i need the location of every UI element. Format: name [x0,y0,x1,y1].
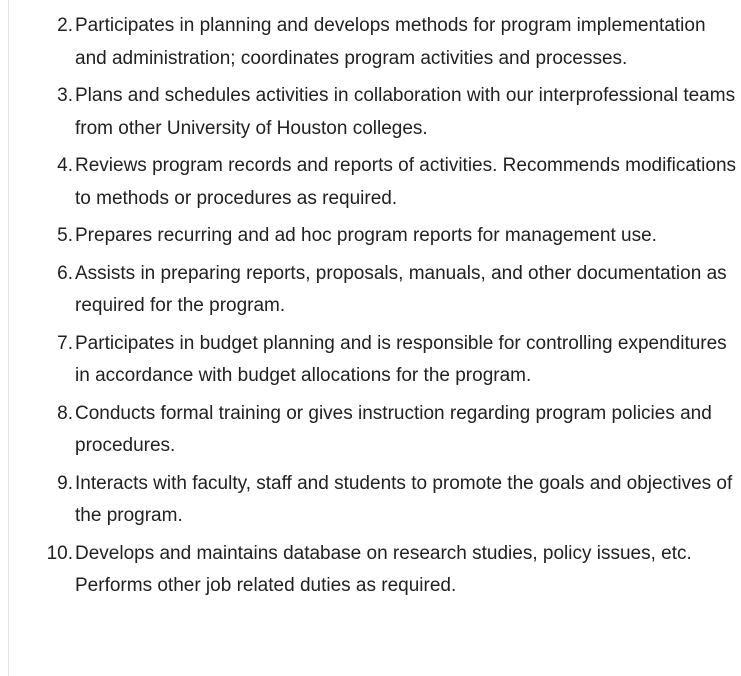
list-item-number: 8. [57,402,73,424]
duties-list [0,10,741,608]
list-item-number: 5. [57,225,73,246]
list-item-number: 6. [57,262,73,284]
list-item [57,258,741,323]
list-item-number: 10. [46,542,73,564]
list-item-text: Assists in preparing reports, proposals, manuals, and other documentation as required for the program. [75,262,727,316]
list-item-text: Participates in budget planning and is responsible for controlling expenditures in accordance with budget allocations for the program. [75,332,727,386]
list-item [57,328,741,393]
list-item [57,10,741,75]
list-item-number: 3. [57,85,73,106]
list-item-text: Participates in planning and develops methods for program implementation and administration; coordinates program activities and processes. [75,15,706,69]
list-item-number: 2. [57,15,73,36]
list-item [57,150,741,215]
list-item [57,80,741,145]
list-item-text: Interacts with faculty, staff and students to promote the goals and objectives of the program. [75,472,733,526]
list-item-text: Plans and schedules activities in collaboration with our interprofessional teams from other University of Houston colleges. [75,85,736,139]
list-item [57,220,741,253]
list-item-number: 7. [57,332,73,354]
list-item-number: 4. [57,155,73,176]
list-item-text: Conducts formal training or gives instruction regarding program policies and procedures. [75,402,712,456]
list-item [57,468,741,533]
list-item [46,538,741,603]
list-item-text: Develops and maintains database on research studies, policy issues, etc. Performs other job related duties as required. [75,542,692,596]
list-item-text: Prepares recurring and ad hoc program reports for management use. [75,225,657,246]
list-item-text: Reviews program records and reports of activities. Recommends modifications to methods or procedures as required. [75,155,737,209]
list-item [57,398,741,463]
list-item-number: 9. [57,472,73,494]
